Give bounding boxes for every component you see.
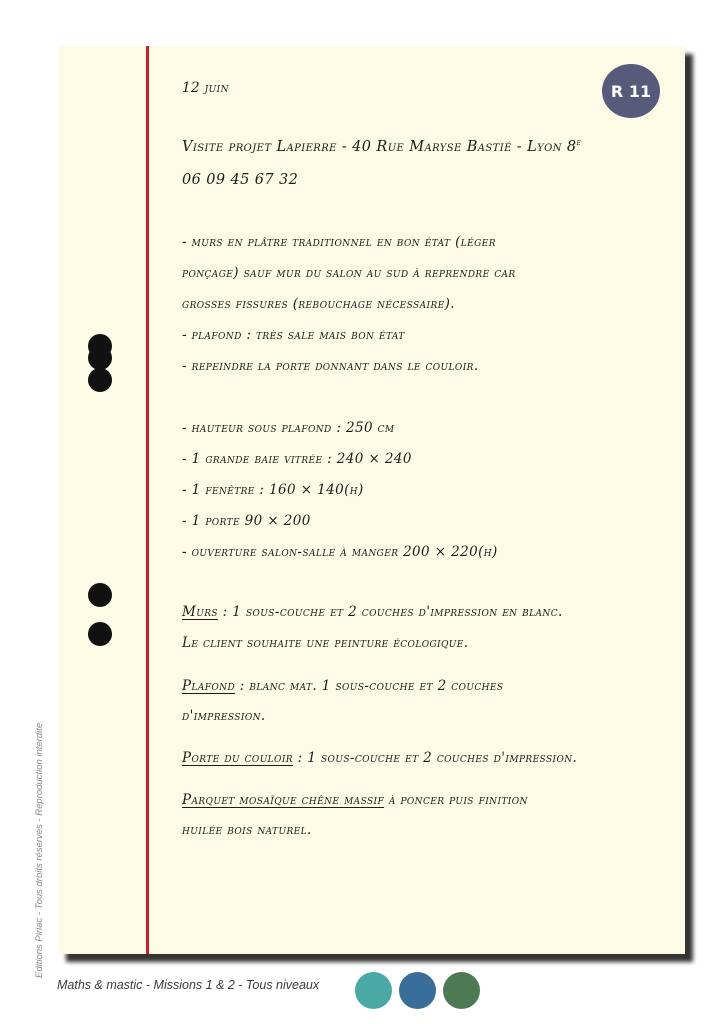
copyright-credit: Editions Piriac - Tous droits réservés - Reproduction interdite <box>34 722 45 978</box>
spec-murs-line-2: Le client souhaite une peinture écologique. <box>182 635 469 651</box>
remark-line: ponçage) sauf mur du salon au sud à reprendre car <box>182 265 516 281</box>
visit-address: Visite projet Lapierre - 40 Rue Maryse Bastié - Lyon 8 <box>182 138 577 155</box>
visit-line <box>182 138 581 155</box>
spec-murs-text: : 1 sous-couche et 2 couches d'impression en blanc. <box>217 604 563 620</box>
remark-line: grosses fissures (rebouchage nécessaire). <box>182 296 455 312</box>
remark-line: - murs en plâtre traditionnel en bon état (léger <box>182 234 496 250</box>
spec-porte-line <box>182 750 577 766</box>
spec-plafond-line-2: d'impression. <box>182 708 266 724</box>
level-dot-teal <box>355 972 392 1009</box>
note-date: 12 juin <box>182 80 229 96</box>
remark-line: - plafond : très sale mais bon état <box>182 327 405 343</box>
spec-porte-text: : 1 sous-couche et 2 couches d'impression. <box>292 750 578 766</box>
measure-line: - 1 fenêtre : 160 × 140(h) <box>182 482 364 498</box>
spec-murs-label: Murs <box>182 604 218 620</box>
level-dot-blue <box>399 972 436 1009</box>
footer-title: Maths & mastic - Missions 1 & 2 - Tous niveaux <box>57 978 320 992</box>
spec-plafond-label: Plafond <box>182 678 236 694</box>
measure-line: - 1 grande baie vitrée : 240 × 240 <box>182 451 412 467</box>
notebook-sheet <box>58 46 685 954</box>
punch-hole <box>88 368 112 392</box>
phone-number: 06 09 45 67 32 <box>182 172 299 188</box>
spec-parquet-label: Parquet mosaïque chêne massif <box>182 792 385 808</box>
spec-parquet-line-2: huilée bois naturel. <box>182 822 312 838</box>
measure-line: - ouverture salon-salle à manger 200 × 220(h) <box>182 544 498 560</box>
spec-parquet-line <box>182 792 528 808</box>
level-dot-green <box>443 972 480 1009</box>
spec-murs-line <box>182 604 563 620</box>
punch-hole <box>88 346 112 370</box>
margin-line <box>146 46 149 954</box>
arrondissement-sup: e <box>576 138 582 148</box>
measure-line: - hauteur sous plafond : 250 cm <box>182 420 395 436</box>
spec-plafond-text: : blanc mat. 1 sous-couche et 2 couches <box>235 678 504 694</box>
punch-hole <box>88 583 112 607</box>
remark-line: - repeindre la porte donnant dans le couloir. <box>182 358 479 374</box>
spec-parquet-text: à poncer puis finition <box>384 792 528 808</box>
measure-line: - 1 porte 90 × 200 <box>182 513 311 529</box>
reference-badge: R 11 <box>602 64 660 118</box>
spec-plafond-line <box>182 678 503 694</box>
punch-hole <box>88 622 112 646</box>
spec-porte-label: Porte du couloir <box>182 750 293 766</box>
